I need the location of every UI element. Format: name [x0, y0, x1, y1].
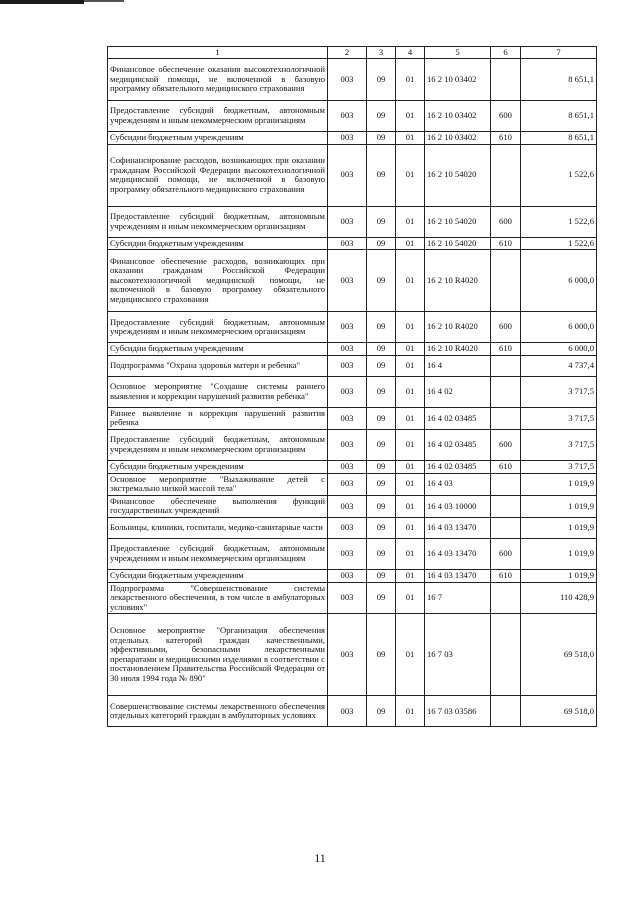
table-row: [108, 343, 597, 356]
target-article-cell: 16 4 03: [425, 473, 491, 495]
amount-cell: 4 737,4: [521, 355, 597, 376]
expense-type-cell: [491, 407, 521, 429]
item-name-cell: Подпрограмма "Охрана здоровья матери и ребенка": [108, 355, 328, 376]
amount-cell: 1 019,9: [521, 569, 597, 582]
section-code-cell: 09: [367, 343, 396, 356]
item-name-cell: Подпрограмма "Совершенствование системы лекарственного обеспечения, в том числе в амбулаторных условиях": [108, 582, 328, 614]
item-name-cell: Предоставление субсидий бюджетным, автономным учреждениям и иным некоммерческим организациям: [108, 429, 328, 460]
section-code-cell: 09: [367, 614, 396, 696]
ministry-code-cell: 003: [328, 407, 367, 429]
item-name-cell: Основное мероприятие "Выхаживание детей с экстремально низкой массой тела": [108, 473, 328, 495]
item-name-cell: Софинансирование расходов, возникающих при оказании гражданам Российской Федерации высокотехнологичной медицинской помощи, не включенной в базовую программу обязательного медицинского страхования: [108, 144, 328, 206]
scan-artifact-bar-thin: [84, 0, 124, 2]
table-row: [108, 237, 597, 250]
section-code-cell: 09: [367, 696, 396, 727]
expense-type-cell: [491, 250, 521, 312]
target-article-cell: 16 2 10 54020: [425, 237, 491, 250]
target-article-cell: 16 2 10 54020: [425, 144, 491, 206]
amount-cell: 8 651,1: [521, 132, 597, 145]
target-article-cell: 16 2 10 54020: [425, 206, 491, 237]
section-code-cell: 09: [367, 206, 396, 237]
subsection-code-cell: 01: [396, 144, 425, 206]
expense-type-cell: 600: [491, 312, 521, 343]
header-cell: 6: [491, 47, 521, 59]
table-row: [108, 538, 597, 569]
section-code-cell: 09: [367, 237, 396, 250]
target-article-cell: 16 2 10 R4020: [425, 312, 491, 343]
header-cell: 5: [425, 47, 491, 59]
subsection-code-cell: 01: [396, 101, 425, 132]
item-name-cell: Основное мероприятие "Создание системы раннего выявления и коррекции нарушений развития ребенка": [108, 376, 328, 407]
section-code-cell: 09: [367, 460, 396, 473]
amount-cell: 6 000,0: [521, 250, 597, 312]
target-article-cell: 16 4 02 03485: [425, 460, 491, 473]
ministry-code-cell: 003: [328, 101, 367, 132]
target-article-cell: 16 2 10 03402: [425, 59, 491, 101]
header-cell: 7: [521, 47, 597, 59]
table-row: [108, 206, 597, 237]
ministry-code-cell: 003: [328, 495, 367, 517]
item-name-cell: Предоставление субсидий бюджетным, автономным учреждениям и иным некоммерческим организациям: [108, 206, 328, 237]
item-name-cell: Финансовое обеспечение расходов, возникающих при оказании гражданам Российской Федерации высокотехнологичной медицинской помощи, не включенной в базовую программу обязательного медицинского страхования: [108, 250, 328, 312]
amount-cell: 8 651,1: [521, 101, 597, 132]
table-row: [108, 473, 597, 495]
subsection-code-cell: 01: [396, 460, 425, 473]
target-article-cell: 16 2 10 03402: [425, 101, 491, 132]
ministry-code-cell: 003: [328, 696, 367, 727]
table-row: [108, 407, 597, 429]
section-code-cell: 09: [367, 495, 396, 517]
expense-type-cell: [491, 614, 521, 696]
amount-cell: 3 717,5: [521, 407, 597, 429]
expense-type-cell: 600: [491, 101, 521, 132]
ministry-code-cell: 003: [328, 460, 367, 473]
item-name-cell: Субсидии бюджетным учреждениям: [108, 343, 328, 356]
table-row: [108, 696, 597, 727]
page-number: 11: [314, 851, 326, 865]
target-article-cell: 16 4 03 10000: [425, 495, 491, 517]
amount-cell: 1 019,9: [521, 495, 597, 517]
section-code-cell: 09: [367, 132, 396, 145]
target-article-cell: 16 7 03 03586: [425, 696, 491, 727]
ministry-code-cell: 003: [328, 132, 367, 145]
header-cell: 3: [367, 47, 396, 59]
item-name-cell: Финансовое обеспечение выполнения функций государственных учреждений: [108, 495, 328, 517]
ministry-code-cell: 003: [328, 237, 367, 250]
budget-table: [107, 46, 597, 727]
subsection-code-cell: 01: [396, 696, 425, 727]
scan-artifact-bar: [0, 0, 84, 4]
subsection-code-cell: 01: [396, 473, 425, 495]
table-row: [108, 517, 597, 538]
item-name-cell: Больницы, клиники, госпитали, медико-санитарные части: [108, 517, 328, 538]
expense-type-cell: [491, 144, 521, 206]
expense-type-cell: [491, 582, 521, 614]
target-article-cell: 16 4 02: [425, 376, 491, 407]
subsection-code-cell: 01: [396, 582, 425, 614]
item-name-cell: Основное мероприятие "Организация обеспечения отдельных категорий граждан качественными, эффективными, безопасными лекарственными препаратами и медицинскими изделиями в соответствии с постановлением Правительства Российской Федерации от 30 июля 1994 года № 890": [108, 614, 328, 696]
amount-cell: 3 717,5: [521, 429, 597, 460]
item-name-cell: Субсидии бюджетным учреждениям: [108, 237, 328, 250]
item-name-cell: Совершенствование системы лекарственного обеспечения отдельных категорий граждан в амбулаторных условиях: [108, 696, 328, 727]
subsection-code-cell: 01: [396, 376, 425, 407]
subsection-code-cell: 01: [396, 237, 425, 250]
ministry-code-cell: 003: [328, 343, 367, 356]
item-name-cell: Предоставление субсидий бюджетным, автономным учреждениям и иным некоммерческим организациям: [108, 101, 328, 132]
section-code-cell: 09: [367, 101, 396, 132]
header-cell: 4: [396, 47, 425, 59]
amount-cell: 1 522,6: [521, 144, 597, 206]
section-code-cell: 09: [367, 250, 396, 312]
table-row: [108, 569, 597, 582]
item-name-cell: Предоставление субсидий бюджетным, автономным учреждениям и иным некоммерческим организациям: [108, 312, 328, 343]
subsection-code-cell: 01: [396, 569, 425, 582]
target-article-cell: 16 7 03: [425, 614, 491, 696]
section-code-cell: 09: [367, 429, 396, 460]
expense-type-cell: [491, 517, 521, 538]
subsection-code-cell: 01: [396, 517, 425, 538]
table-row: [108, 429, 597, 460]
ministry-code-cell: 003: [328, 429, 367, 460]
amount-cell: 1 019,9: [521, 473, 597, 495]
target-article-cell: 16 4: [425, 355, 491, 376]
expense-type-cell: 610: [491, 343, 521, 356]
target-article-cell: 16 4 03 13470: [425, 517, 491, 538]
subsection-code-cell: 01: [396, 132, 425, 145]
subsection-code-cell: 01: [396, 250, 425, 312]
table-row: [108, 132, 597, 145]
amount-cell: 3 717,5: [521, 376, 597, 407]
section-code-cell: 09: [367, 59, 396, 101]
expense-type-cell: 610: [491, 569, 521, 582]
subsection-code-cell: 01: [396, 495, 425, 517]
ministry-code-cell: 003: [328, 59, 367, 101]
ministry-code-cell: 003: [328, 250, 367, 312]
expense-type-cell: 610: [491, 237, 521, 250]
item-name-cell: Субсидии бюджетным учреждениям: [108, 460, 328, 473]
target-article-cell: 16 2 10 03402: [425, 132, 491, 145]
ministry-code-cell: 003: [328, 144, 367, 206]
ministry-code-cell: 003: [328, 473, 367, 495]
subsection-code-cell: 01: [396, 312, 425, 343]
expense-type-cell: 610: [491, 460, 521, 473]
ministry-code-cell: 003: [328, 517, 367, 538]
expense-type-cell: 600: [491, 538, 521, 569]
subsection-code-cell: 01: [396, 407, 425, 429]
subsection-code-cell: 01: [396, 343, 425, 356]
expense-type-cell: [491, 473, 521, 495]
section-code-cell: 09: [367, 538, 396, 569]
subsection-code-cell: 01: [396, 614, 425, 696]
item-name-cell: Субсидии бюджетным учреждениям: [108, 132, 328, 145]
expense-type-cell: 610: [491, 132, 521, 145]
table-row: [108, 250, 597, 312]
expense-type-cell: [491, 495, 521, 517]
subsection-code-cell: 01: [396, 355, 425, 376]
subsection-code-cell: 01: [396, 538, 425, 569]
amount-cell: 1 019,9: [521, 517, 597, 538]
section-code-cell: 09: [367, 407, 396, 429]
table-header-row: [108, 47, 597, 59]
item-name-cell: Предоставление субсидий бюджетным, автономным учреждениям и иным некоммерческим организациям: [108, 538, 328, 569]
table-row: [108, 495, 597, 517]
section-code-cell: 09: [367, 355, 396, 376]
amount-cell: 3 717,5: [521, 460, 597, 473]
ministry-code-cell: 003: [328, 538, 367, 569]
expense-type-cell: 600: [491, 206, 521, 237]
table-row: [108, 376, 597, 407]
ministry-code-cell: 003: [328, 569, 367, 582]
subsection-code-cell: 01: [396, 59, 425, 101]
amount-cell: 69 518,0: [521, 614, 597, 696]
section-code-cell: 09: [367, 517, 396, 538]
table-row: [108, 144, 597, 206]
amount-cell: 1 522,6: [521, 237, 597, 250]
section-code-cell: 09: [367, 473, 396, 495]
target-article-cell: 16 2 10 R4020: [425, 250, 491, 312]
target-article-cell: 16 2 10 R4020: [425, 343, 491, 356]
target-article-cell: 16 4 03 13470: [425, 538, 491, 569]
target-article-cell: 16 4 02 03485: [425, 407, 491, 429]
table-row: [108, 312, 597, 343]
target-article-cell: 16 4 03 13470: [425, 569, 491, 582]
section-code-cell: 09: [367, 312, 396, 343]
amount-cell: 1 019,9: [521, 538, 597, 569]
amount-cell: 6 000,0: [521, 312, 597, 343]
section-code-cell: 09: [367, 144, 396, 206]
item-name-cell: Субсидии бюджетным учреждениям: [108, 569, 328, 582]
target-article-cell: 16 7: [425, 582, 491, 614]
table-row: [108, 582, 597, 614]
subsection-code-cell: 01: [396, 206, 425, 237]
section-code-cell: 09: [367, 582, 396, 614]
item-name-cell: Финансовое обеспечение оказания высокотехнологичной медицинской помощи, не включенной в базовую программу обязательного медицинского страхования: [108, 59, 328, 101]
item-name-cell: Раннее выявление и коррекция нарушений развития ребенка: [108, 407, 328, 429]
expense-type-cell: [491, 59, 521, 101]
amount-cell: 8 651,1: [521, 59, 597, 101]
table-row: [108, 614, 597, 696]
table-row: [108, 59, 597, 101]
ministry-code-cell: 003: [328, 206, 367, 237]
ministry-code-cell: 003: [328, 312, 367, 343]
ministry-code-cell: 003: [328, 582, 367, 614]
amount-cell: 69 518,0: [521, 696, 597, 727]
amount-cell: 110 428,9: [521, 582, 597, 614]
amount-cell: 1 522,6: [521, 206, 597, 237]
section-code-cell: 09: [367, 376, 396, 407]
target-article-cell: 16 4 02 03485: [425, 429, 491, 460]
header-cell: 2: [328, 47, 367, 59]
amount-cell: 6 000,0: [521, 343, 597, 356]
ministry-code-cell: 003: [328, 614, 367, 696]
header-cell: 1: [108, 47, 328, 59]
expense-type-cell: [491, 355, 521, 376]
expense-type-cell: [491, 376, 521, 407]
ministry-code-cell: 003: [328, 355, 367, 376]
table-row: [108, 101, 597, 132]
table-row: [108, 460, 597, 473]
subsection-code-cell: 01: [396, 429, 425, 460]
ministry-code-cell: 003: [328, 376, 367, 407]
expense-type-cell: 600: [491, 429, 521, 460]
section-code-cell: 09: [367, 569, 396, 582]
expense-type-cell: [491, 696, 521, 727]
table-row: [108, 355, 597, 376]
